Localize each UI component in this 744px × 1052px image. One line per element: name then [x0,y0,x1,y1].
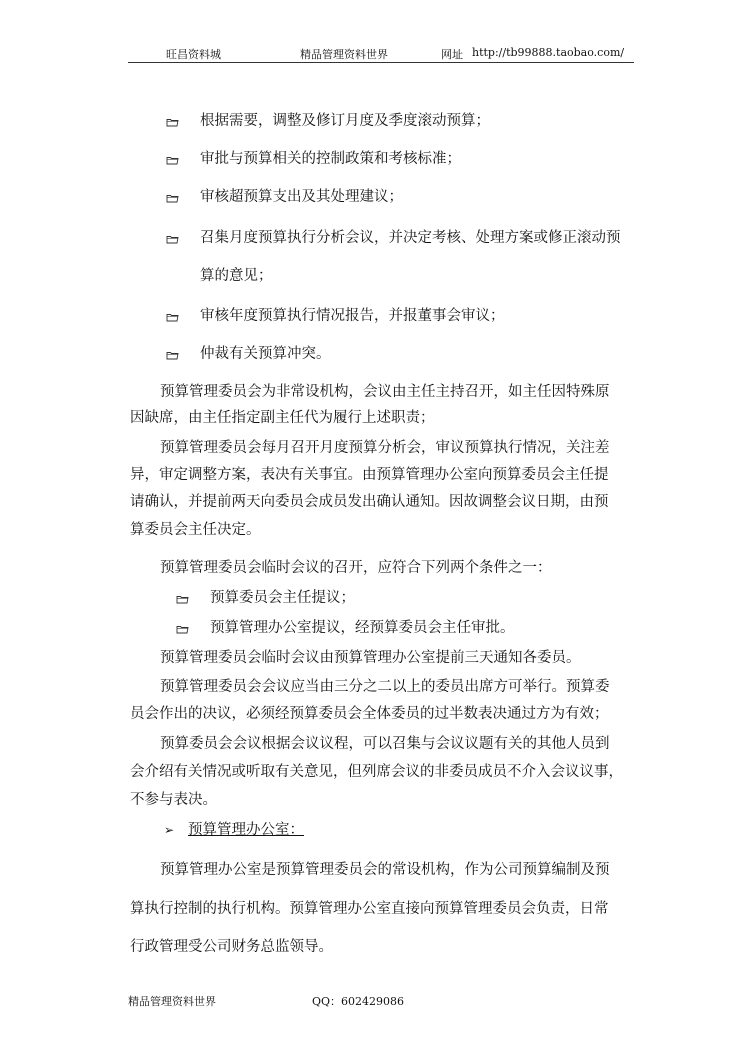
bullet-item-continuation: 算的意见； [200,268,273,284]
paragraph-line: 异，审定调整方案，表决有关事宜。由预算管理办公室向预算委员会主任提 [130,467,609,483]
bullet-item: 召集月度预算执行分析会议，并决定考核、处理方案或修正滚动预 [200,230,621,246]
folder-bullet-icon [166,235,179,244]
paragraph-line: 预算委员会会议根据会议议程，可以召集与会议议题有关的其他人员到 [160,736,610,752]
header-site-url[interactable]: http://tb99888.taobao.com/ [472,46,625,59]
header-site-label: 网址 [441,48,463,61]
paragraph-line: 请确认，并提前两天向委员会成员发出确认通知。因故调整会议日期，由预 [130,494,609,510]
paragraph-line: 会介绍有关情况或听取有关意见，但列席会议的非委员成员不介入会议议事， [130,764,623,780]
bullet-item: 仲裁有关预算冲突。 [200,346,331,362]
condition-item: 预算委员会主任提议； [210,590,355,606]
folder-bullet-icon [176,625,189,634]
folder-bullet-icon [166,156,179,165]
condition-item: 预算管理办公室提议，经预算委员会主任审批。 [210,620,515,636]
header-middle-text: 精品管理资料世界 [300,48,388,61]
paragraph-line: 员会作出的决议，必须经预算委员会全体委员的过半数表决通过方为有效； [130,706,609,722]
folder-bullet-icon [176,595,189,604]
paragraph-line: 因缺席，由主任指定副主任代为履行上述职责； [130,410,435,426]
bullet-item: 审核年度预算执行情况报告，并报董事会审议； [200,308,505,324]
paragraph-line: 预算管理委员会为非常设机构，会议由主任主持召开，如主任因特殊原 [160,384,610,400]
paragraph-line: 预算管理委员会会议应当由三分之二以上的委员出席方可举行。预算委 [160,679,610,695]
paragraph-line: 预算管理委员会临时会议由预算管理办公室提前三天通知各委员。 [160,650,581,666]
footer-qq: QQ：602429086 [312,995,405,1008]
paragraph-line: 不参与表决。 [130,792,217,808]
folder-bullet-icon [166,118,179,127]
page-footer [128,993,634,1011]
bullet-item: 审核超预算支出及其处理建议； [200,189,403,205]
paragraph-line: 算委员会主任决定。 [130,522,261,538]
folder-bullet-icon [166,194,179,203]
bullet-item: 根据需要，调整及修订月度及季度滚动预算； [200,113,490,129]
paragraph-line: 预算管理委员会临时会议的召开，应符合下列两个条件之一： [160,560,552,576]
section-line: 预算管理办公室是预算管理委员会的常设机构，作为公司预算编制及预 [160,862,610,878]
header-left-text: 旺昌资料城 [166,48,221,61]
section-line: 行政管理受公司财务总监领导。 [130,939,333,955]
folder-bullet-icon [166,313,179,322]
paragraph-line: 预算管理委员会每月召开月度预算分析会，审议预算执行情况，关注差 [160,440,610,456]
bullet-item: 审批与预算相关的控制政策和考核标准； [200,151,461,167]
folder-bullet-icon [166,351,179,360]
section-line: 算执行控制的执行机构。预算管理办公室直接向预算管理委员会负责，日常 [130,901,609,917]
arrow-bullet-icon: ➢ [164,823,175,837]
page-header [128,44,634,63]
section-heading: 预算管理办公室： [188,822,304,838]
footer-left-text: 精品管理资料世界 [128,995,216,1008]
